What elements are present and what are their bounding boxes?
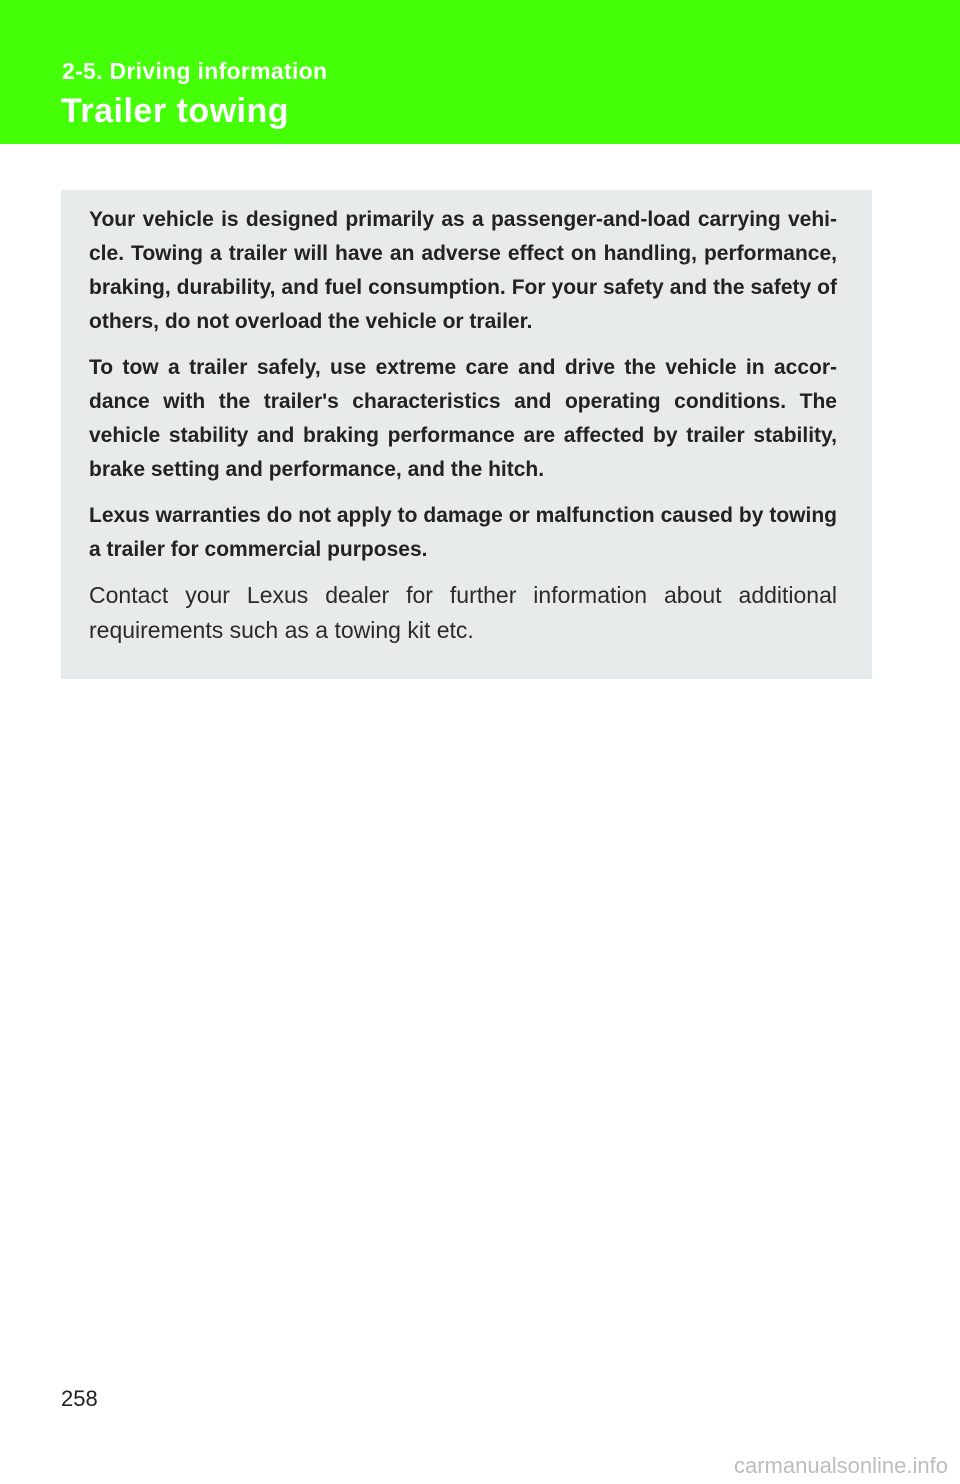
- info-paragraph-warranty: Lexus warranties do not apply to damage or malfunction caused by towing a trailer for commercial purposes.: [89, 504, 837, 561]
- info-paragraph-safe-towing: To tow a trailer safely, use extreme care and drive the vehicle in accordance with the trailer's characteristics and operating conditions. The vehicle stability and braking performance are affected by trailer stability, brake setting and performance, and the hitch.: [89, 356, 837, 481]
- info-paragraph-dealer-contact: Contact your Lexus dealer for further information about additional requirements such as a towing kit etc.: [89, 582, 837, 643]
- section-header-band: [0, 0, 960, 144]
- page-number: 258: [61, 1386, 98, 1411]
- info-paragraph-overview: Your vehicle is designed primarily as a passenger-and-load carrying vehicle. Towing a trailer will have an adverse effect on handling, performance, braking, durability, and fuel consumption. For your safety and the safety of others, do not overload the vehicle or trailer.: [89, 208, 837, 333]
- watermark: carmanualsonline.info: [733, 1453, 948, 1478]
- info-box: [61, 190, 872, 679]
- page-title: Trailer towing: [61, 92, 290, 130]
- section-label: 2-5. Driving information: [62, 58, 328, 84]
